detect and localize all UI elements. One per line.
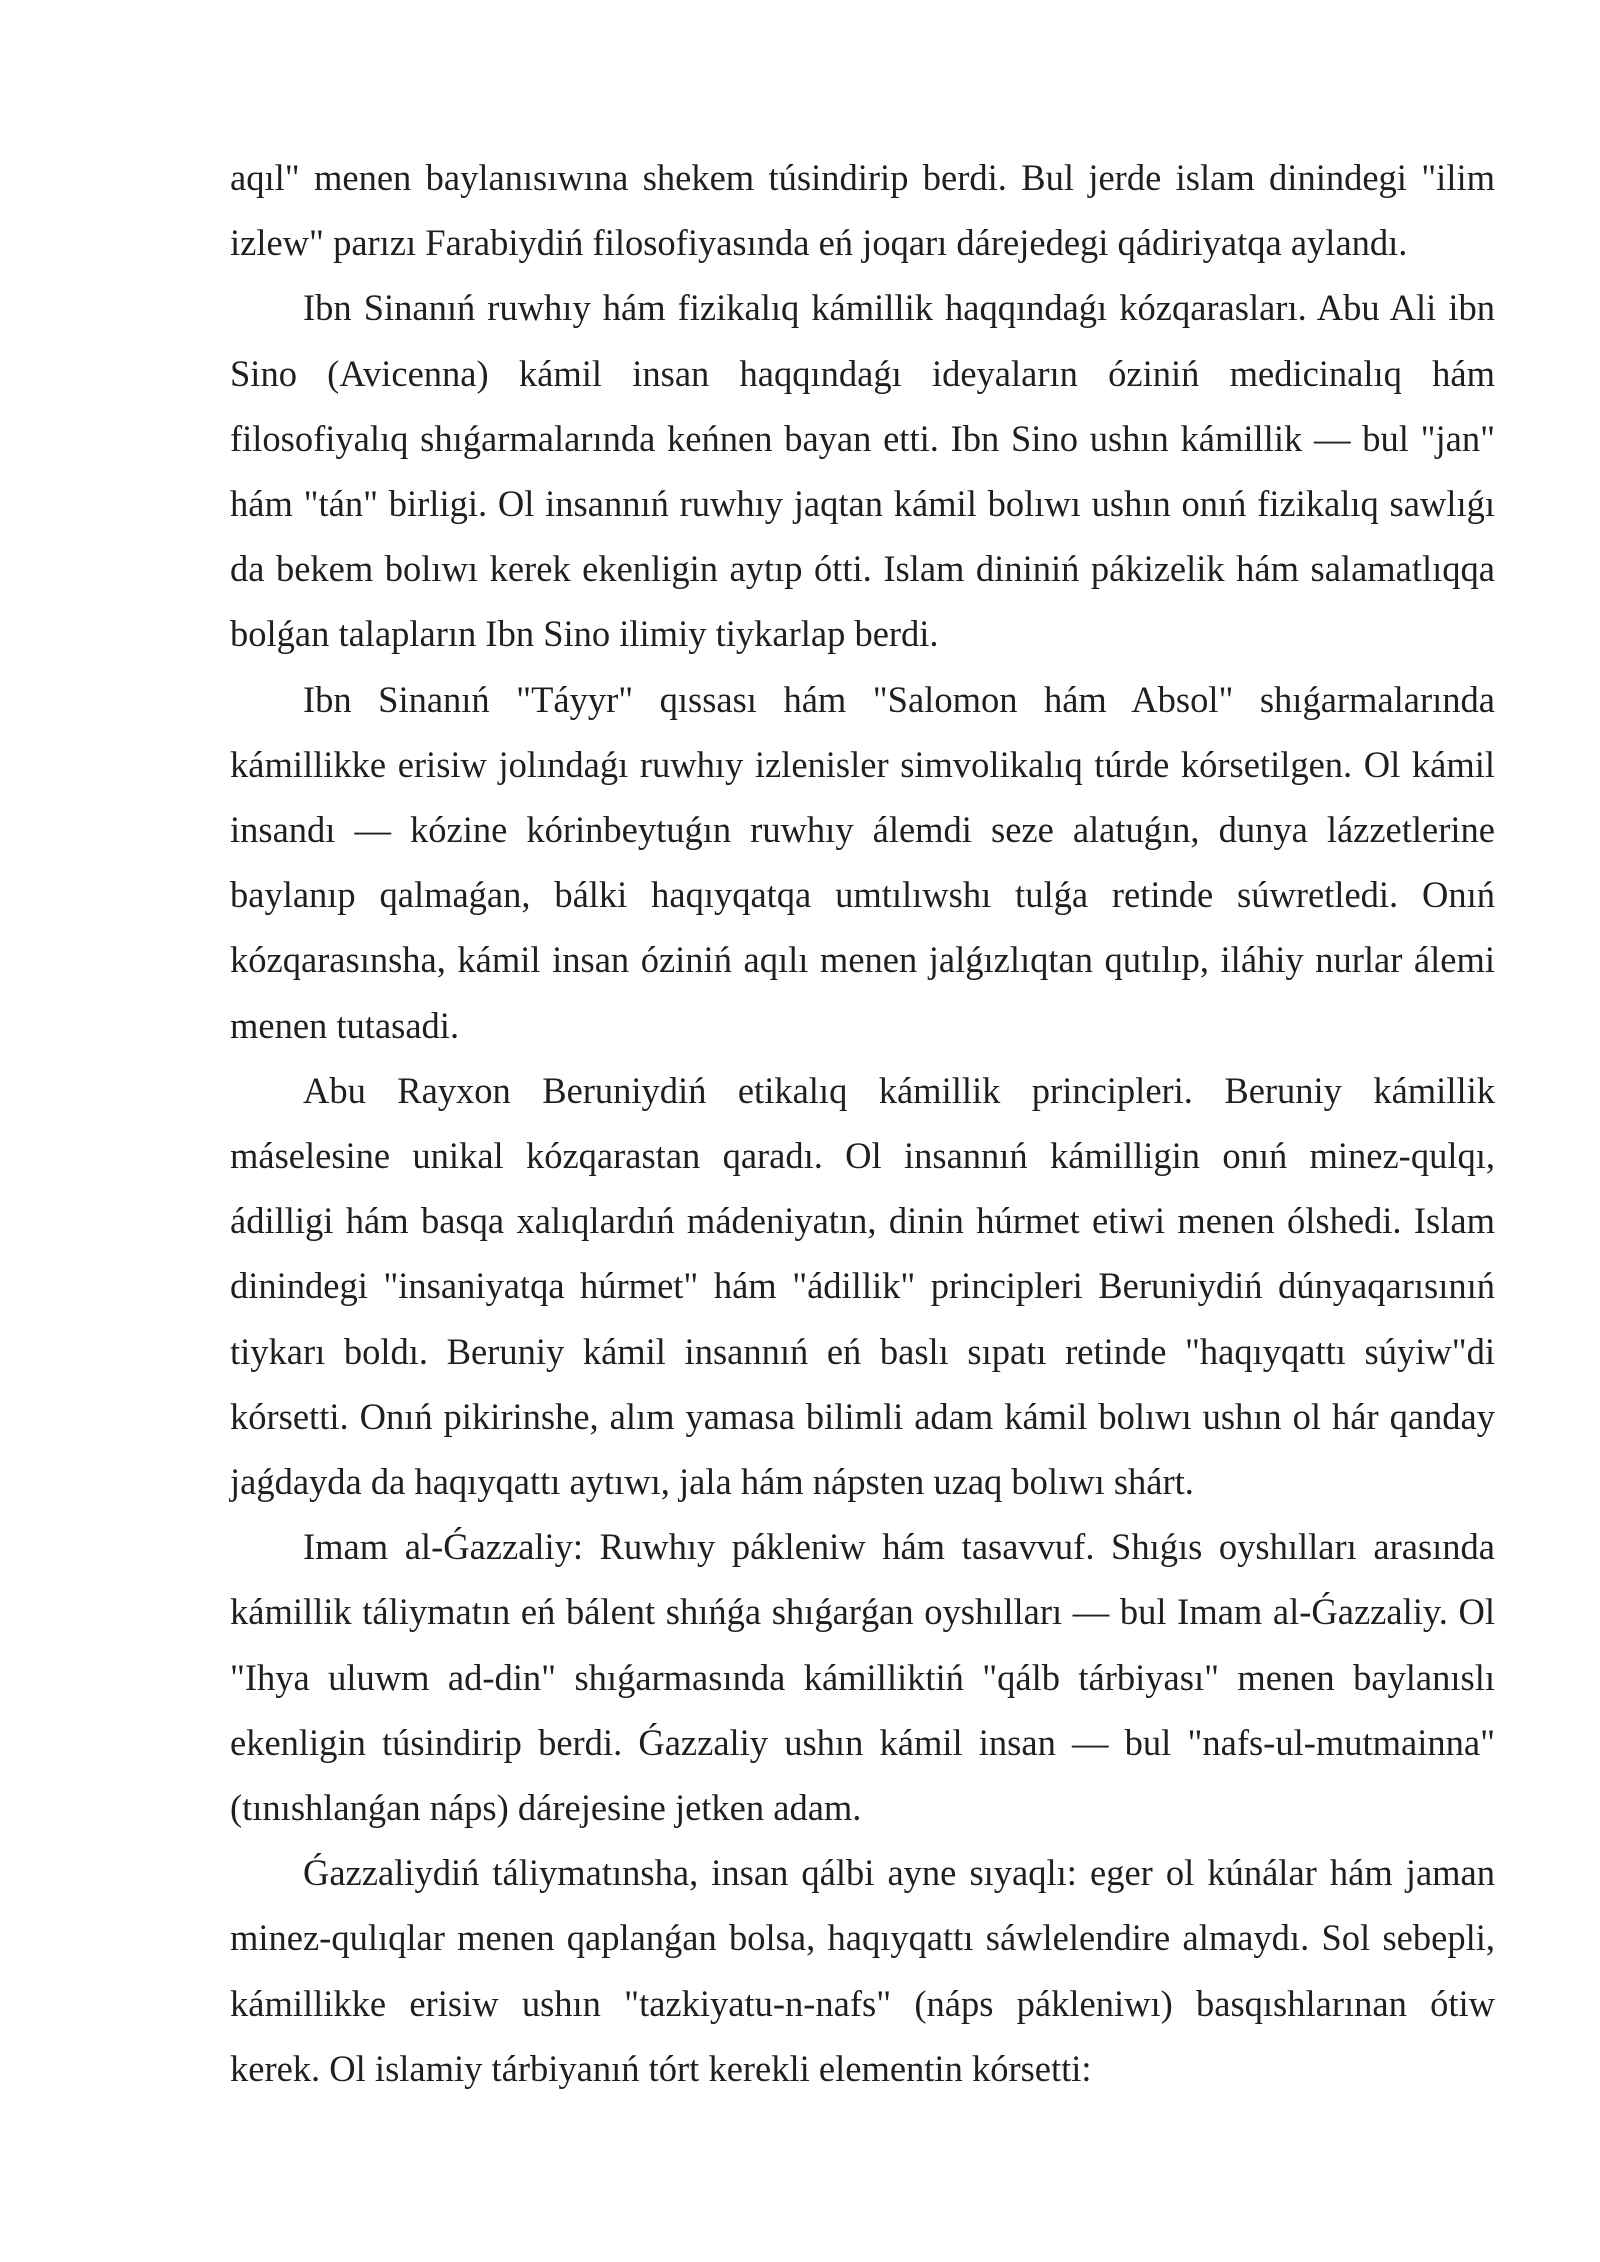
paragraph-ibn-sina-views: Ibn Sinanıń ruwhıy hám fizikalıq kámillik haqqındaǵı kózqarasları. Abu Ali ibn Sino (Avicenna) kámil insan haqqındaǵı ideyaların óziniń medicinalıq hám filosofiyalıq shıǵarmalarında keńnen bayan etti. Ibn Sino ushın kámillik — bul "jan" hám "tán" birligi. Ol insannıń ruwhıy jaqtan kámil bolıwı ushın onıń fizikalıq sawlıǵı da bekem bolıwı kerek ekenligin aytıp ótti. Islam dininiń pákizelik hám salamatlıqqa bolǵan talapların Ibn Sino ilimiy tiykarlap berdi. bbox=[230, 287, 1495, 655]
paragraph-ibn-sina-works: Ibn Sinanıń "Táyyr" qıssası hám "Salomon hám Absol" shıǵarmalarında kámillikke erisiw jolındaǵı ruwhıy izlenisler simvolikalıq túrde kórsetilgen. Ol kámil insandı — kózine kórinbeytuǵın ruwhıy álemdi seze alatuǵın, dunya lázzetlerine baylanıp qalmaǵan, bálki haqıyqatqa umtılıwshı tulǵa retinde súwretledi. Onıń kózqarasınsha, kámil insan óziniń aqılı menen jalǵızlıqtan qutılıp, iláhiy nurlar álemi menen tutasadi. bbox=[230, 678, 1495, 1046]
paragraph-farabi-continuation: aqıl" menen baylanısıwına shekem túsindirip berdi. Bul jerde islam dinindegi "ilim izlew" parızı Farabiydiń filosofiyasında eń joqarı dárejedegi qádiriyatqa aylandı. bbox=[230, 157, 1495, 264]
paragraph-ghazzali-teaching: Ǵazzaliydiń táliymatınsha, insan qálbi ayne sıyaqlı: eger ol kúnálar hám jaman minez-qulıqlar menen qaplanǵan bolsa, haqıyqattı sáwlelendire almaydı. Sol sebepli, kámillikke erisiw ushın "tazkiyatu-n-nafs" (náps pákleniwı) basqıshlarınan ótiw kerek. Ol islamiy tárbiyanıń tórt kerekli elementin kórsetti: bbox=[230, 1852, 1495, 2089]
paragraph-beruniy: Abu Rayxon Beruniydiń etikalıq kámillik principleri. Beruniy kámillik máselesine unikal kózqarastan qaradı. Ol insannıń kámilligin onıń minez-qulqı, ádilligi hám basqa xalıqlardıń mádeniyatın, dinin húrmet etiwi menen ólshedi. Islam dinindegi "insaniyatqa húrmet" hám "ádillik" principleri Beruniydiń dúnyaqarısınıń tiykarı boldı. Beruniy kámil insannıń eń baslı sıpatı retinde "haqıyqattı súyiw"di kórsetti. Onıń pikirinshe, alım yamasa bilimli adam kámil bolıwı ushın ol hár qanday jaǵdayda da haqıyqattı aytıwı, jala hám nápsten uzaq bolıwı shárt. bbox=[230, 1069, 1495, 1503]
document-body bbox=[230, 145, 1495, 2101]
paragraph-ghazzali-intro: Imam al-Ǵazzaliy: Ruwhıy pákleniw hám tasavvuf. Shıǵıs oyshılları arasında kámillik táliymatın eń bálent shıńǵa shıǵarǵan oyshılları — bul Imam al-Ǵazzaliy. Ol "Ihya uluwm ad-din" shıǵarmasında kámilliktiń "qálb tárbiyası" menen baylanıslı ekenligin túsindirip berdi. Ǵazzaliy ushın kámil insan — bul "nafs-ul-mutmainna" (tınıshlanǵan náps) dárejesine jetken adam. bbox=[230, 1526, 1495, 1829]
